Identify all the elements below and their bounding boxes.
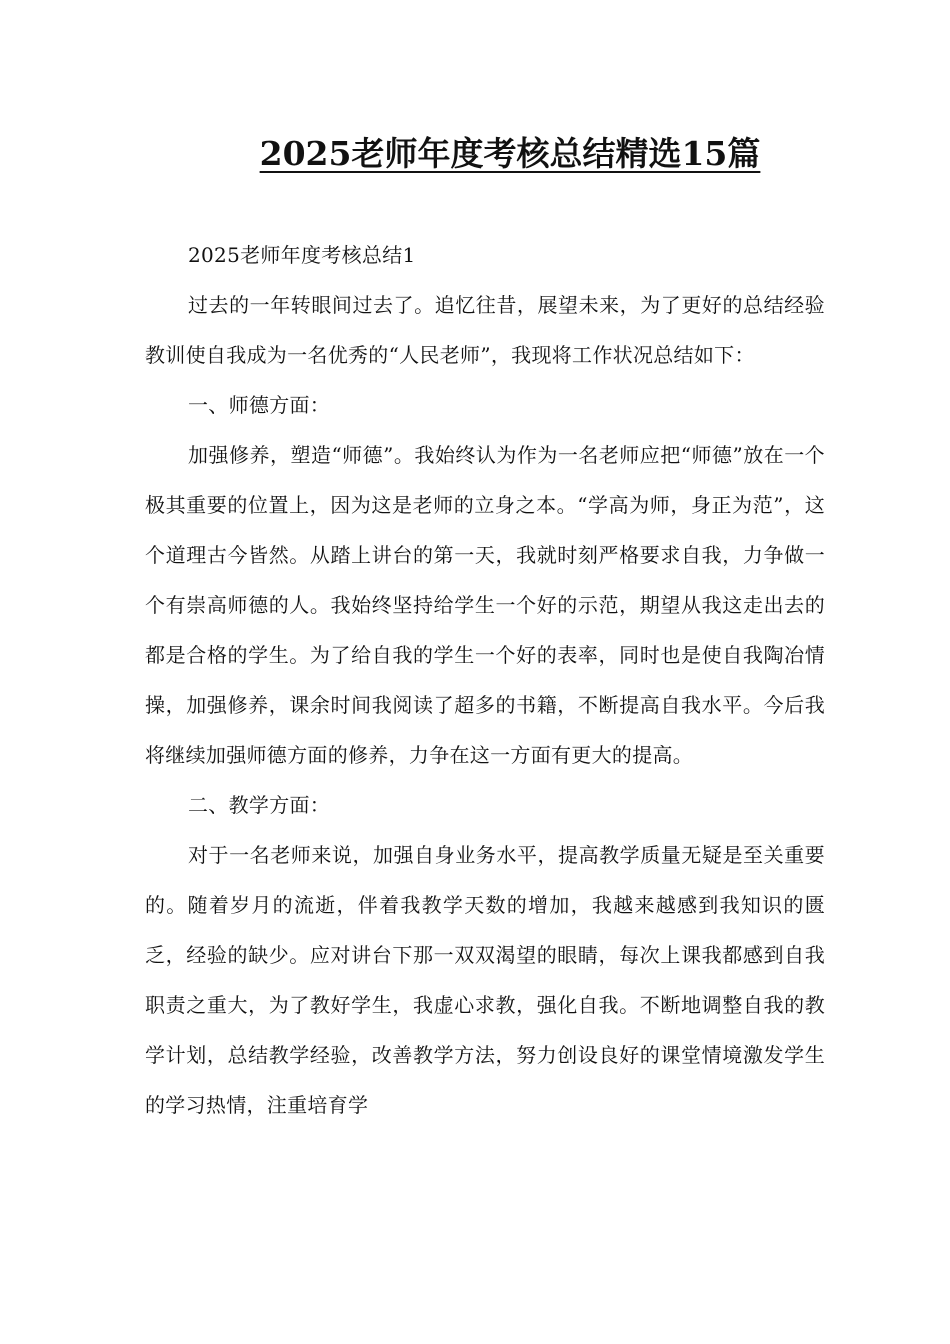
section-heading-summary-1: 2025老师年度考核总结1 (188, 243, 416, 267)
paragraph-ethics: 加强修养，塑造“师德”。我始终认为作为一名老师应把“师德”放在一个极其重要的位置上，因为这是老师的立身之本。“学高为师，身正为范”，这个道理古今皆然。从踏上讲台的第一天，我就时刻严格要求自我，力争做一个有崇高师德的人。我始终坚持给学生一个好的示范，期望从我这走出去的都是合格的学生。为了给自我的学生一个好的表率，同时也是使自我陶冶情操，加强修养，课余时间我阅读了超多的书籍，不断提高自我水平。今后我将继续加强师德方面的修养，力争在这一方面有更大的提高。 (145, 443, 825, 767)
document-body (145, 230, 825, 1130)
section-heading-teaching: 二、教学方面： (188, 793, 331, 817)
paragraph-teaching: 对于一名老师来说，加强自身业务水平，提高教学质量无疑是至关重要的。随着岁月的流逝，伴着我教学天数的增加，我越来越感到我知识的匮乏，经验的缺少。应对讲台下那一双双渴望的眼睛，每次上课我都感到自我职责之重大，为了教好学生，我虚心求教，强化自我。不断地调整自我的教学计划，总结教学经验，改善教学方法，努力创设良好的课堂情境激发学生的学习热情，注重培育学 (145, 843, 825, 1117)
paragraph-intro: 过去的一年转眼间过去了。追忆往昔，展望未来，为了更好的总结经验教训使自我成为一名优秀的“人民老师”，我现将工作状况总结如下： (145, 293, 825, 367)
section-heading-ethics: 一、师德方面： (188, 393, 331, 417)
document-title: 2025老师年度考核总结精选15篇 (259, 134, 761, 173)
